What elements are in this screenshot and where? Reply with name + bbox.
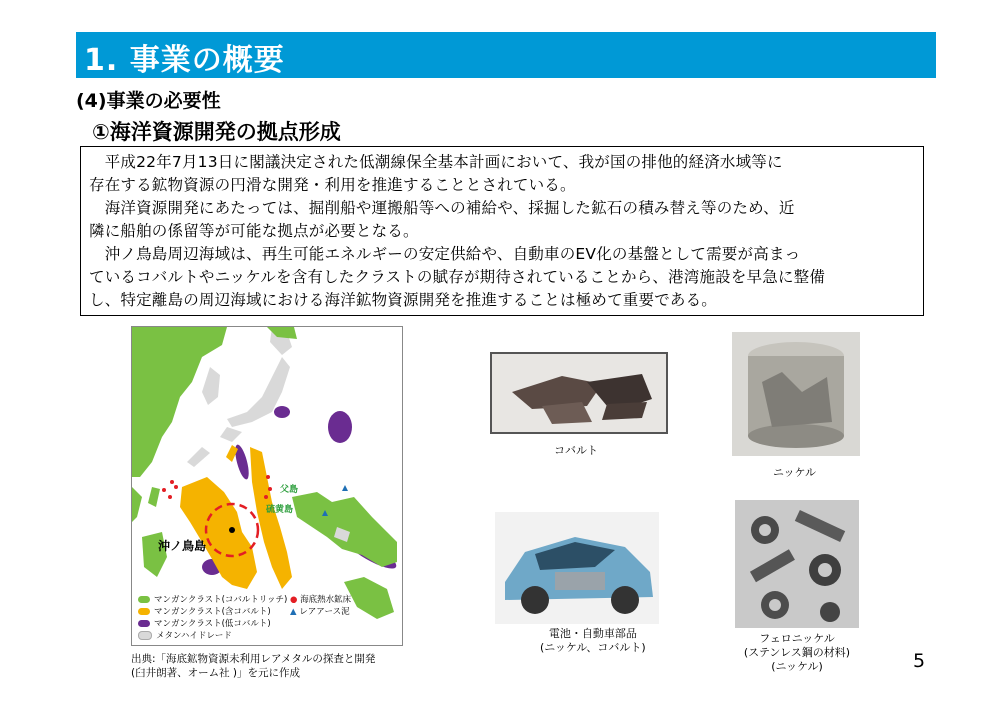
source-note <box>131 652 375 680</box>
paragraph-line: ているコバルトやニッケルを含有したクラストの賦存が期待されていることから、港湾施設を早急に整備 <box>89 268 826 286</box>
page-number: 5 <box>913 650 926 672</box>
iwoto-label: 硫黄島 <box>266 505 294 515</box>
legend-swatch <box>138 596 150 603</box>
legend-label: マンガンクラスト(コバルトリッチ) <box>154 595 288 605</box>
cobalt-image <box>492 354 666 432</box>
page-title: 1. 事業の概要 <box>84 43 285 78</box>
paragraph-line: 平成22年7月13日に閣議決定された低潮線保全基本計画において、我が国の排他的経済水域等に <box>89 153 783 171</box>
legend-swatch <box>138 620 150 627</box>
legend-swatch <box>138 608 150 615</box>
cobalt-caption: コバルト <box>554 444 598 457</box>
legend-swatch <box>138 631 152 640</box>
legend-label: マンガンクラスト(含コバルト) <box>154 607 271 617</box>
ferronickel-photo <box>735 500 859 628</box>
rare-earth-icon: ▲ <box>290 607 297 617</box>
chichijima-label: 父島 <box>280 485 299 495</box>
legend-item <box>138 617 271 629</box>
legend-item <box>290 605 350 617</box>
legend-label: 海底熱水鉱床 <box>300 595 352 605</box>
ferronickel-caption <box>729 632 865 674</box>
paragraph-line: 隣に船舶の係留等が可能な拠点が必要となる。 <box>89 222 419 240</box>
legend-label: レアアース泥 <box>299 607 350 617</box>
legend-label: メタンハイドレード <box>156 631 232 641</box>
hydrothermal-icon: ● <box>290 595 298 605</box>
paragraph-line: 海洋資源開発にあたっては、掘削船や運搬船等への補給や、採掘した鉱石の積み替え等のため、近 <box>89 199 795 217</box>
title-bar <box>76 32 936 78</box>
source-line: 出典:「海底鉱物資源未利用レアメタルの探査と開発 <box>131 653 376 665</box>
legend-item <box>138 593 287 605</box>
okinotorishima-label: 沖ノ鳥島 <box>158 539 207 553</box>
legend-item <box>138 629 232 641</box>
nickel-caption: ニッケル <box>773 466 817 479</box>
caption-line: フェロニッケル <box>759 632 835 645</box>
section-heading: (4)事業の必要性 <box>76 90 221 112</box>
legend-item <box>138 605 271 617</box>
car-parts-caption <box>540 627 646 655</box>
paragraph-line: し、特定離島の周辺海域における海洋鉱物資源開発を推進することは極めて重要である。 <box>89 291 718 309</box>
nickel-image <box>732 332 860 456</box>
paragraph-line: 存在する鉱物資源の円滑な開発・利用を推進することとされている。 <box>89 176 576 194</box>
nickel-photo <box>732 332 860 456</box>
legend-item <box>290 593 351 605</box>
paragraph-line: 沖ノ鳥島周辺海域は、再生可能エネルギーの安定供給や、自動車のEV化の基盤として需要が高まっ <box>89 245 801 263</box>
legend-label: マンガンクラスト(低コバルト) <box>154 619 271 629</box>
source-line: (臼井朗著、オーム社 )」を元に作成 <box>131 667 301 679</box>
text-box <box>80 146 924 316</box>
subsection-heading: ①海洋資源開発の拠点形成 <box>92 120 341 144</box>
car-parts-photo <box>495 512 659 624</box>
car-image <box>495 512 659 624</box>
caption-line: (ニッケル、コバルト) <box>540 641 646 654</box>
caption-line: (ニッケル) <box>771 660 823 673</box>
resource-map <box>131 326 403 646</box>
caption-line: 電池・自動車部品 <box>548 627 637 640</box>
cobalt-photo <box>490 352 668 434</box>
caption-line: (ステンレス鋼の材料) <box>743 646 851 659</box>
bolts-image <box>735 500 859 628</box>
